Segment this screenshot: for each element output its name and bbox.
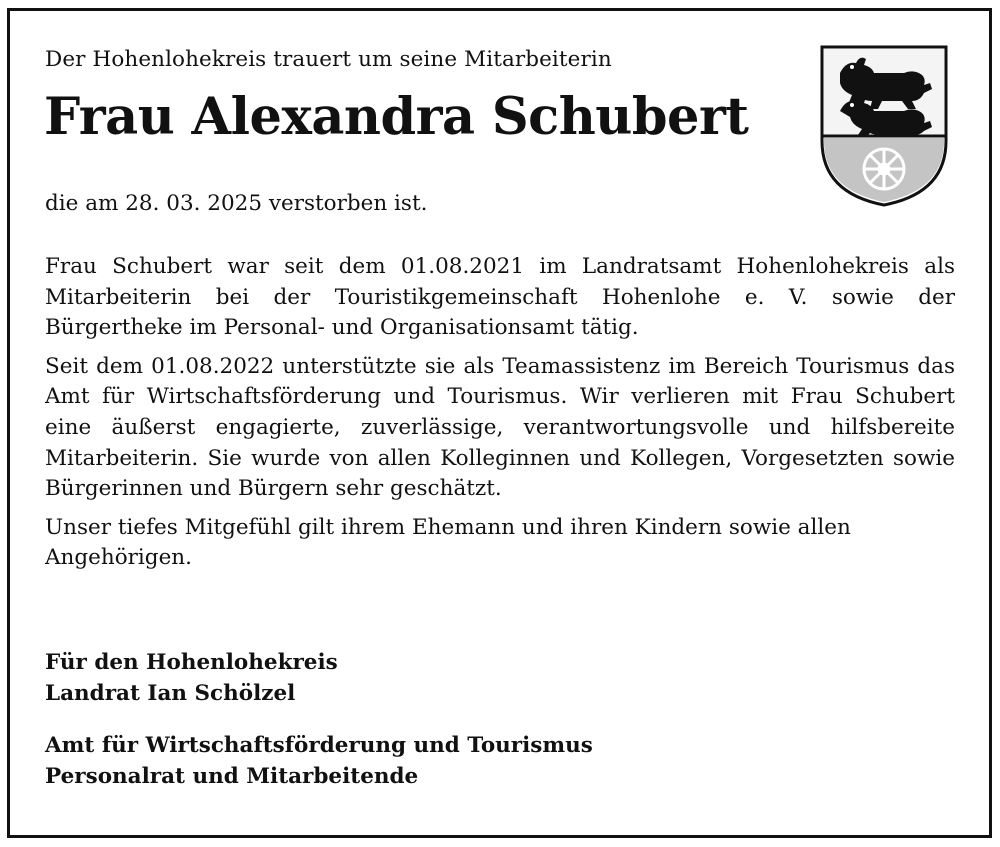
paragraph-employment: Frau Schubert war seit dem 01.08.2021 im Landratsamt Hohenlohekreis als Mitarbeiterin bei der Touristikgemeinschaft Hohenlohe e. V. sowie der Bürgertheke im Personal- und Organisationsamt tätig.	[45, 254, 955, 341]
coat-of-arms-icon	[818, 43, 950, 208]
signature-group-district	[45, 648, 338, 709]
signature-line: Landrat Ian Schölzel	[45, 680, 296, 706]
signature-group-office	[45, 731, 593, 792]
notice-body	[45, 252, 955, 582]
death-date-line: die am 28. 03. 2025 verstorben ist.	[45, 191, 428, 216]
paragraph-role: Seit dem 01.08.2022 unterstützte sie als Teamassistenz im Bereich Tourismus das Amt für Wirtschaftsförderung und Tourismus. Wir verlieren mit Frau Schubert eine äußerst engagierte, zuverlässige, verantwortungsvolle und hilfsbereite Mitarbeiterin. Sie wurde von allen Kolleginnen und Kollegen, Vorgesetzten sowie Bürgerinnen und Bürgern sehr geschätzt.	[45, 353, 955, 502]
paragraph-condolence: Unser tiefes Mitgefühl gilt ihrem Ehemann und ihren Kindern sowie allen Angehörigen.	[45, 514, 851, 571]
notice-intro: Der Hohenlohekreis trauert um seine Mitarbeiterin	[45, 47, 612, 72]
wheel-icon	[864, 149, 904, 189]
signature-line: Amt für Wirtschaftsförderung und Tourismus	[45, 733, 593, 758]
signature-line: Für den Hohenlohekreis	[45, 650, 338, 675]
deceased-name: Frau Alexandra Schubert	[44, 87, 749, 147]
signature-line: Personalrat und Mitarbeitende	[45, 763, 419, 789]
coat-of-arms-svg	[818, 43, 950, 208]
